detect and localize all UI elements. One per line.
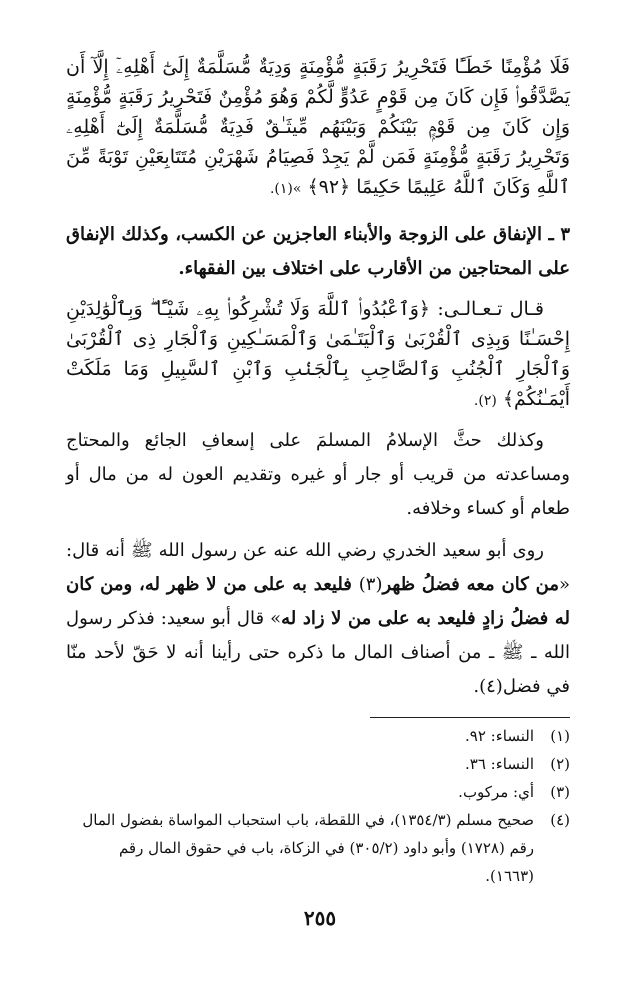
quran-verse-text: فَلَا مُؤْمِنًا خَطَـًٔا فَتَحْرِيرُ رَقَبَةٍ مُّؤْمِنَةٍ وَدِيَةٌ مُّسَلَّمَةٌ إِلَىٰٓ أَهْلِهِۦٓ إِلَّآ أَن يَصَّدَّقُوا۟ فَإِن كَانَ مِن قَوْمٍ عَدُوٍّ لَّكُمْ وَهُوَ مُؤْمِنٌ فَتَحْرِيرُ رَقَبَةٍ مُّؤْمِنَةٍ وَإِن كَانَ مِن قَوْمٍۭ بَيْنَكُمْ وَبَيْنَهُم مِّيثَـٰقٌ فَدِيَةٌ مُّسَلَّمَةٌ إِلَىٰٓ أَهْلِهِۦ وَتَحْرِيرُ رَقَبَةٍ مُّؤْمِنَةٍ فَمَن لَّمْ يَجِدْ فَصِيَامُ شَهْرَيْنِ مُتَتَابِعَيْنِ تَوْبَةً مِّنَ ٱللَّهِ وَكَانَ ٱللَّهُ عَلِيمًا حَكِيمًا ﴿٩٢﴾	[66, 56, 570, 198]
hadith-continuation: » قال أبو سعيد: فذكر رسول الله ـ ﷺ ـ من أصناف المال ما ذكره حتى رأينا أنه لا حَقّ لأحد منّا في فضل	[66, 608, 570, 697]
hadith-intro: روى أبو سعيد الخدري رضي الله عنه عن رسول الله ﷺ أنه قال: «	[66, 540, 570, 595]
footnote-text: النساء: ٣٦.	[465, 755, 534, 773]
footnote-divider	[370, 717, 570, 718]
footnote-number: (٢)	[550, 755, 570, 773]
footnote	[66, 750, 570, 778]
paragraph-charity: وكذلك حثَّ الإسلامُ المسلمَ على إسعافِ الجائع والمحتاج ومساعدته من قريب أو جار أو غيره وتقديم العون له من مال أو طعام أو كساء وخلافه.	[66, 430, 570, 519]
page-number: ٢٥٥	[303, 906, 337, 930]
section-heading-3: ٣ ـ الإنفاق على الزوجة والأبناء العاجزين عن الكسب، وكذلك الإنفاق على المحتاجين من الأقارب على اختلاف بين الفقهاء.	[66, 224, 570, 279]
footnote-ref-4: (٤)	[479, 676, 503, 697]
footnote-ref-3: (٣)	[358, 574, 383, 595]
footnote-number: (٤)	[550, 811, 570, 829]
hadith-text-part-2: فليعد به على من لا ظهر له، ومن كان له فضلُ زادٍ فليعد به على من لا زاد له	[66, 574, 571, 629]
footnote-ref-2: (٢).	[473, 393, 497, 409]
footnote-number: (١)	[550, 727, 570, 745]
footnote-text: أي: مركوب.	[458, 783, 534, 801]
footnote-text: صحيح مسلم (١٣٥٤/٣)، في اللقطة، باب استحباب المواساة بفضول المال رقم (١٧٢٨) وأبو داود (٣٠٥/٢) في الزكاة، باب في حقوق المال رقم (١٦٦٣).	[82, 811, 534, 885]
footnote	[66, 722, 570, 750]
quran-verse-block-1	[66, 52, 570, 204]
paragraph-hadith	[66, 534, 570, 704]
quran-verse-block-2	[66, 294, 570, 416]
footnote-text: النساء: ٩٢.	[465, 727, 534, 745]
footnote	[66, 778, 570, 806]
quran-verse-text: قـال تـعـالـى: ﴿وَٱعْبُدُوا۟ ٱللَّهَ وَلَا تُشْرِكُوا۟ بِهِۦ شَيْـًٔا ۖ وَبِٱلْوَٰلِدَيْنِ إِحْسَـٰنًا وَبِذِى ٱلْقُرْبَىٰ وَٱلْيَتَـٰمَىٰ وَٱلْمَسَـٰكِينِ وَٱلْجَارِ ذِى ٱلْقُرْبَىٰ وَٱلْجَارِ ٱلْجُنُبِ وَٱلصَّاحِبِ بِٱلْجَنۢبِ وَٱبْنِ ٱلسَّبِيلِ وَمَا مَلَكَتْ أَيْمَـٰنُكُمْ﴾	[66, 298, 570, 410]
main-text	[66, 52, 570, 704]
footnote-number: (٣)	[550, 783, 570, 801]
footnotes	[66, 722, 570, 890]
hadith-text-part-1: من كان معه فضلُ ظهر	[382, 574, 559, 595]
footnote	[66, 806, 570, 890]
footnote-ref-1: »(١).	[269, 181, 302, 197]
hadith-end: .	[473, 676, 480, 697]
